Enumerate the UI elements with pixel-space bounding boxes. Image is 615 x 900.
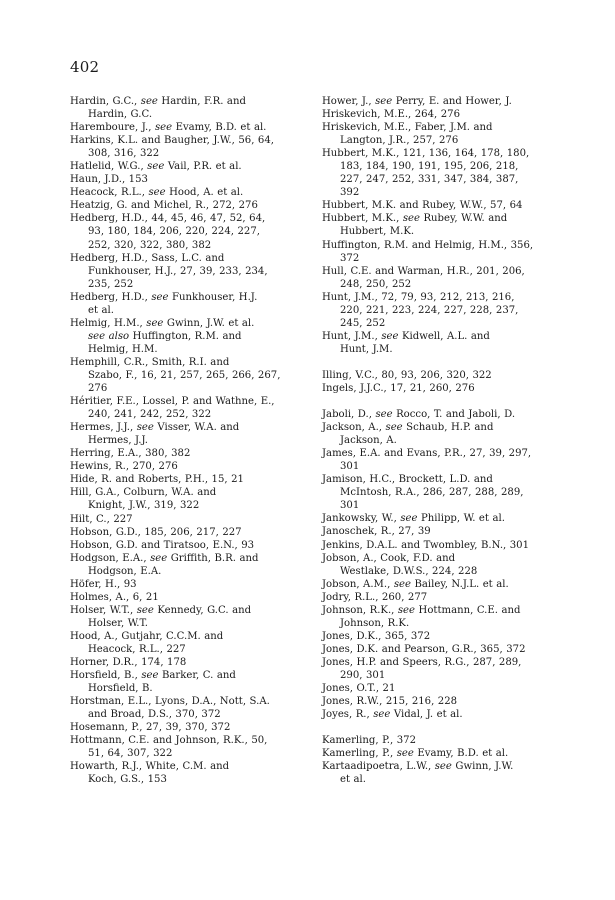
index-column-right (322, 95, 567, 786)
index-entry: Jenkins, D.A.L. and Twombley, B.N., 301 (322, 539, 530, 551)
index-entry: Jackson, A., see Schaub, H.P. and Jackson, A. (322, 422, 494, 447)
index-entry: Hosemann, P., 27, 39, 370, 372 (70, 722, 231, 734)
index-entry: Helmig, H.M., see Gwinn, J.W. et al. see also Huffington, R.M. and Helmig, H.M. (70, 317, 255, 355)
index-entry: Höfer, H., 93 (70, 578, 137, 590)
index-entry: Jones, H.P. and Speers, R.G., 287, 289, 290, 301 (322, 656, 522, 681)
index-entry: Jobson, A.M., see Bailey, N.J.L. et al. (322, 578, 509, 590)
index-entry: Joyes, R., see Vidal, J. et al. (322, 709, 463, 721)
index-entry: Holmes, A., 6, 21 (70, 591, 159, 603)
index-entry: Hubbert, M.K. and Rubey, W.W., 57, 64 (322, 200, 523, 212)
index-entry: Hedberg, H.D., see Funkhouser, H.J. et al. (70, 291, 258, 316)
index-entry: Heacock, R.L., see Hood, A. et al. (70, 187, 244, 199)
index-entry: Jones, R.W., 215, 216, 228 (322, 696, 458, 708)
index-entry: Hood, A., Gutjahr, C.C.M. and Heacock, R.L., 227 (70, 630, 224, 655)
index-entry: Hill, G.A., Colburn, W.A. and Knight, J.W., 319, 322 (70, 487, 217, 512)
index-entry: Horsfield, B., see Barker, C. and Horsfield, B. (70, 670, 236, 695)
index-entry: Hriskevich, M.E., 264, 276 (322, 109, 461, 121)
index-entry: Haremboure, J., see Evamy, B.D. et al. (70, 122, 267, 134)
index-entry: Hunt, J.M., see Kidwell, A.L. and Hunt, J.M. (322, 330, 490, 355)
index-entry: Hemphill, C.R., Smith, R.I. and Szabo, F., 16, 21, 257, 265, 266, 267, 276 (70, 356, 281, 395)
index-entry: Janoschek, R., 27, 39 (322, 526, 431, 538)
index-entry: Hull, C.E. and Warman, H.R., 201, 206, 248, 250, 252 (322, 265, 525, 290)
index-entry: Hubbert, M.K., 121, 136, 164, 178, 180, 183, 184, 190, 191, 195, 206, 218, 227, 247, 252, 331, 347, 384, 387, 392 (322, 148, 530, 199)
index-entry: Heatzig, G. and Michel, R., 272, 276 (70, 200, 258, 212)
index-entry: Héritier, F.E., Lossel, P. and Wathne, E., 240, 241, 242, 252, 322 (70, 396, 275, 421)
index-entry: Jones, D.K., 365, 372 (322, 630, 431, 642)
index-entry: Hodgson, E.A., see Griffith, B.R. and Hodgson, E.A. (70, 552, 259, 577)
index-entry: Holser, W.T., see Kennedy, G.C. and Holser, W.T. (70, 604, 252, 629)
index-entry: Hottmann, C.E. and Johnson, R.K., 50, 51, 64, 307, 322 (70, 735, 268, 760)
index-entry: Jobson, A., Cook, F.D. and Westlake, D.W.S., 224, 228 (322, 552, 478, 577)
index-entry: Hardin, G.C., see Hardin, F.R. and Hardin, G.C. (70, 96, 246, 121)
index-entry: James, E.A. and Evans, P.R., 27, 39, 297, 301 (322, 448, 532, 473)
index-entry: Horner, D.R., 174, 178 (70, 657, 187, 669)
index-entry: Hubbert, M.K., see Rubey, W.W. and Hubbert, M.K. (322, 213, 508, 238)
index-entry: Jones, O.T., 21 (322, 683, 396, 695)
index-entry: Hedberg, H.D., 44, 45, 46, 47, 52, 64, 93, 180, 184, 206, 220, 224, 227, 252, 320, 322, 380, 382 (70, 213, 266, 251)
index-entry: Hedberg, H.D., Sass, L.C. and Funkhouser, H.J., 27, 39, 233, 234, 235, 252 (70, 252, 268, 290)
index-entry: Jamison, H.C., Brockett, L.D. and McIntosh, R.A., 286, 287, 288, 289, 301 (322, 474, 524, 512)
index-entry: Hide, R. and Roberts, P.H., 15, 21 (70, 474, 244, 486)
index-entry: Johnson, R.K., see Hottmann, C.E. and Johnson, R.K. (322, 604, 521, 629)
index-entry: Huffington, R.M. and Helmig, H.M., 356, 372 (322, 239, 534, 264)
index-entry: Jaboli, D., see Rocco, T. and Jaboli, D. (322, 409, 516, 421)
index-entry: Hunt, J.M., 72, 79, 93, 212, 213, 216, 220, 221, 223, 224, 227, 228, 237, 245, 252 (322, 291, 519, 329)
index-entry: Jodry, R.L., 260, 277 (322, 591, 428, 603)
page-number: 402 (70, 58, 100, 76)
index-entry: Illing, V.C., 80, 93, 206, 320, 322 (322, 369, 492, 381)
index-entry: Kamerling, P., see Evamy, B.D. et al. (322, 748, 509, 760)
index-entry: Hermes, J.J., see Visser, W.A. and Hermes, J.J. (70, 422, 240, 447)
index-entry: Herring, E.A., 380, 382 (70, 448, 191, 460)
index-entry: Howarth, R.J., White, C.M. and Koch, G.S., 153 (70, 761, 230, 786)
index-entry: Hriskevich, M.E., Faber, J.M. and Langton, J.R., 257, 276 (322, 122, 493, 147)
index-entry: Horstman, E.L., Lyons, D.A., Nott, S.A. and Broad, D.S., 370, 372 (70, 696, 270, 721)
index-column-left (70, 95, 310, 786)
index-entry: Hower, J., see Perry, E. and Hower, J. (322, 96, 512, 107)
index-entry: Haun, J.D., 153 (70, 174, 148, 186)
index-entry: Hewins, R., 270, 276 (70, 461, 178, 473)
index-entry: Harkins, K.L. and Baugher, J.W., 56, 64, 308, 316, 322 (70, 135, 274, 160)
index-entry: Hobson, G.D., 185, 206, 217, 227 (70, 526, 242, 538)
index-entry: Ingels, J.J.C., 17, 21, 260, 276 (322, 382, 475, 394)
index-entry: Hilt, C., 227 (70, 513, 133, 525)
index-entry: Kamerling, P., 372 (322, 735, 417, 747)
index-entry: Jankowsky, W., see Philipp, W. et al. (322, 513, 505, 525)
index-entry: Kartaadipoetra, L.W., see Gwinn, J.W. et al. (322, 761, 514, 786)
index-entry: Hobson, G.D. and Tiratsoo, E.N., 93 (70, 539, 255, 551)
index-entry: Hatlelid, W.G., see Vail, P.R. et al. (70, 161, 242, 173)
index-entry: Jones, D.K. and Pearson, G.R., 365, 372 (322, 643, 526, 655)
